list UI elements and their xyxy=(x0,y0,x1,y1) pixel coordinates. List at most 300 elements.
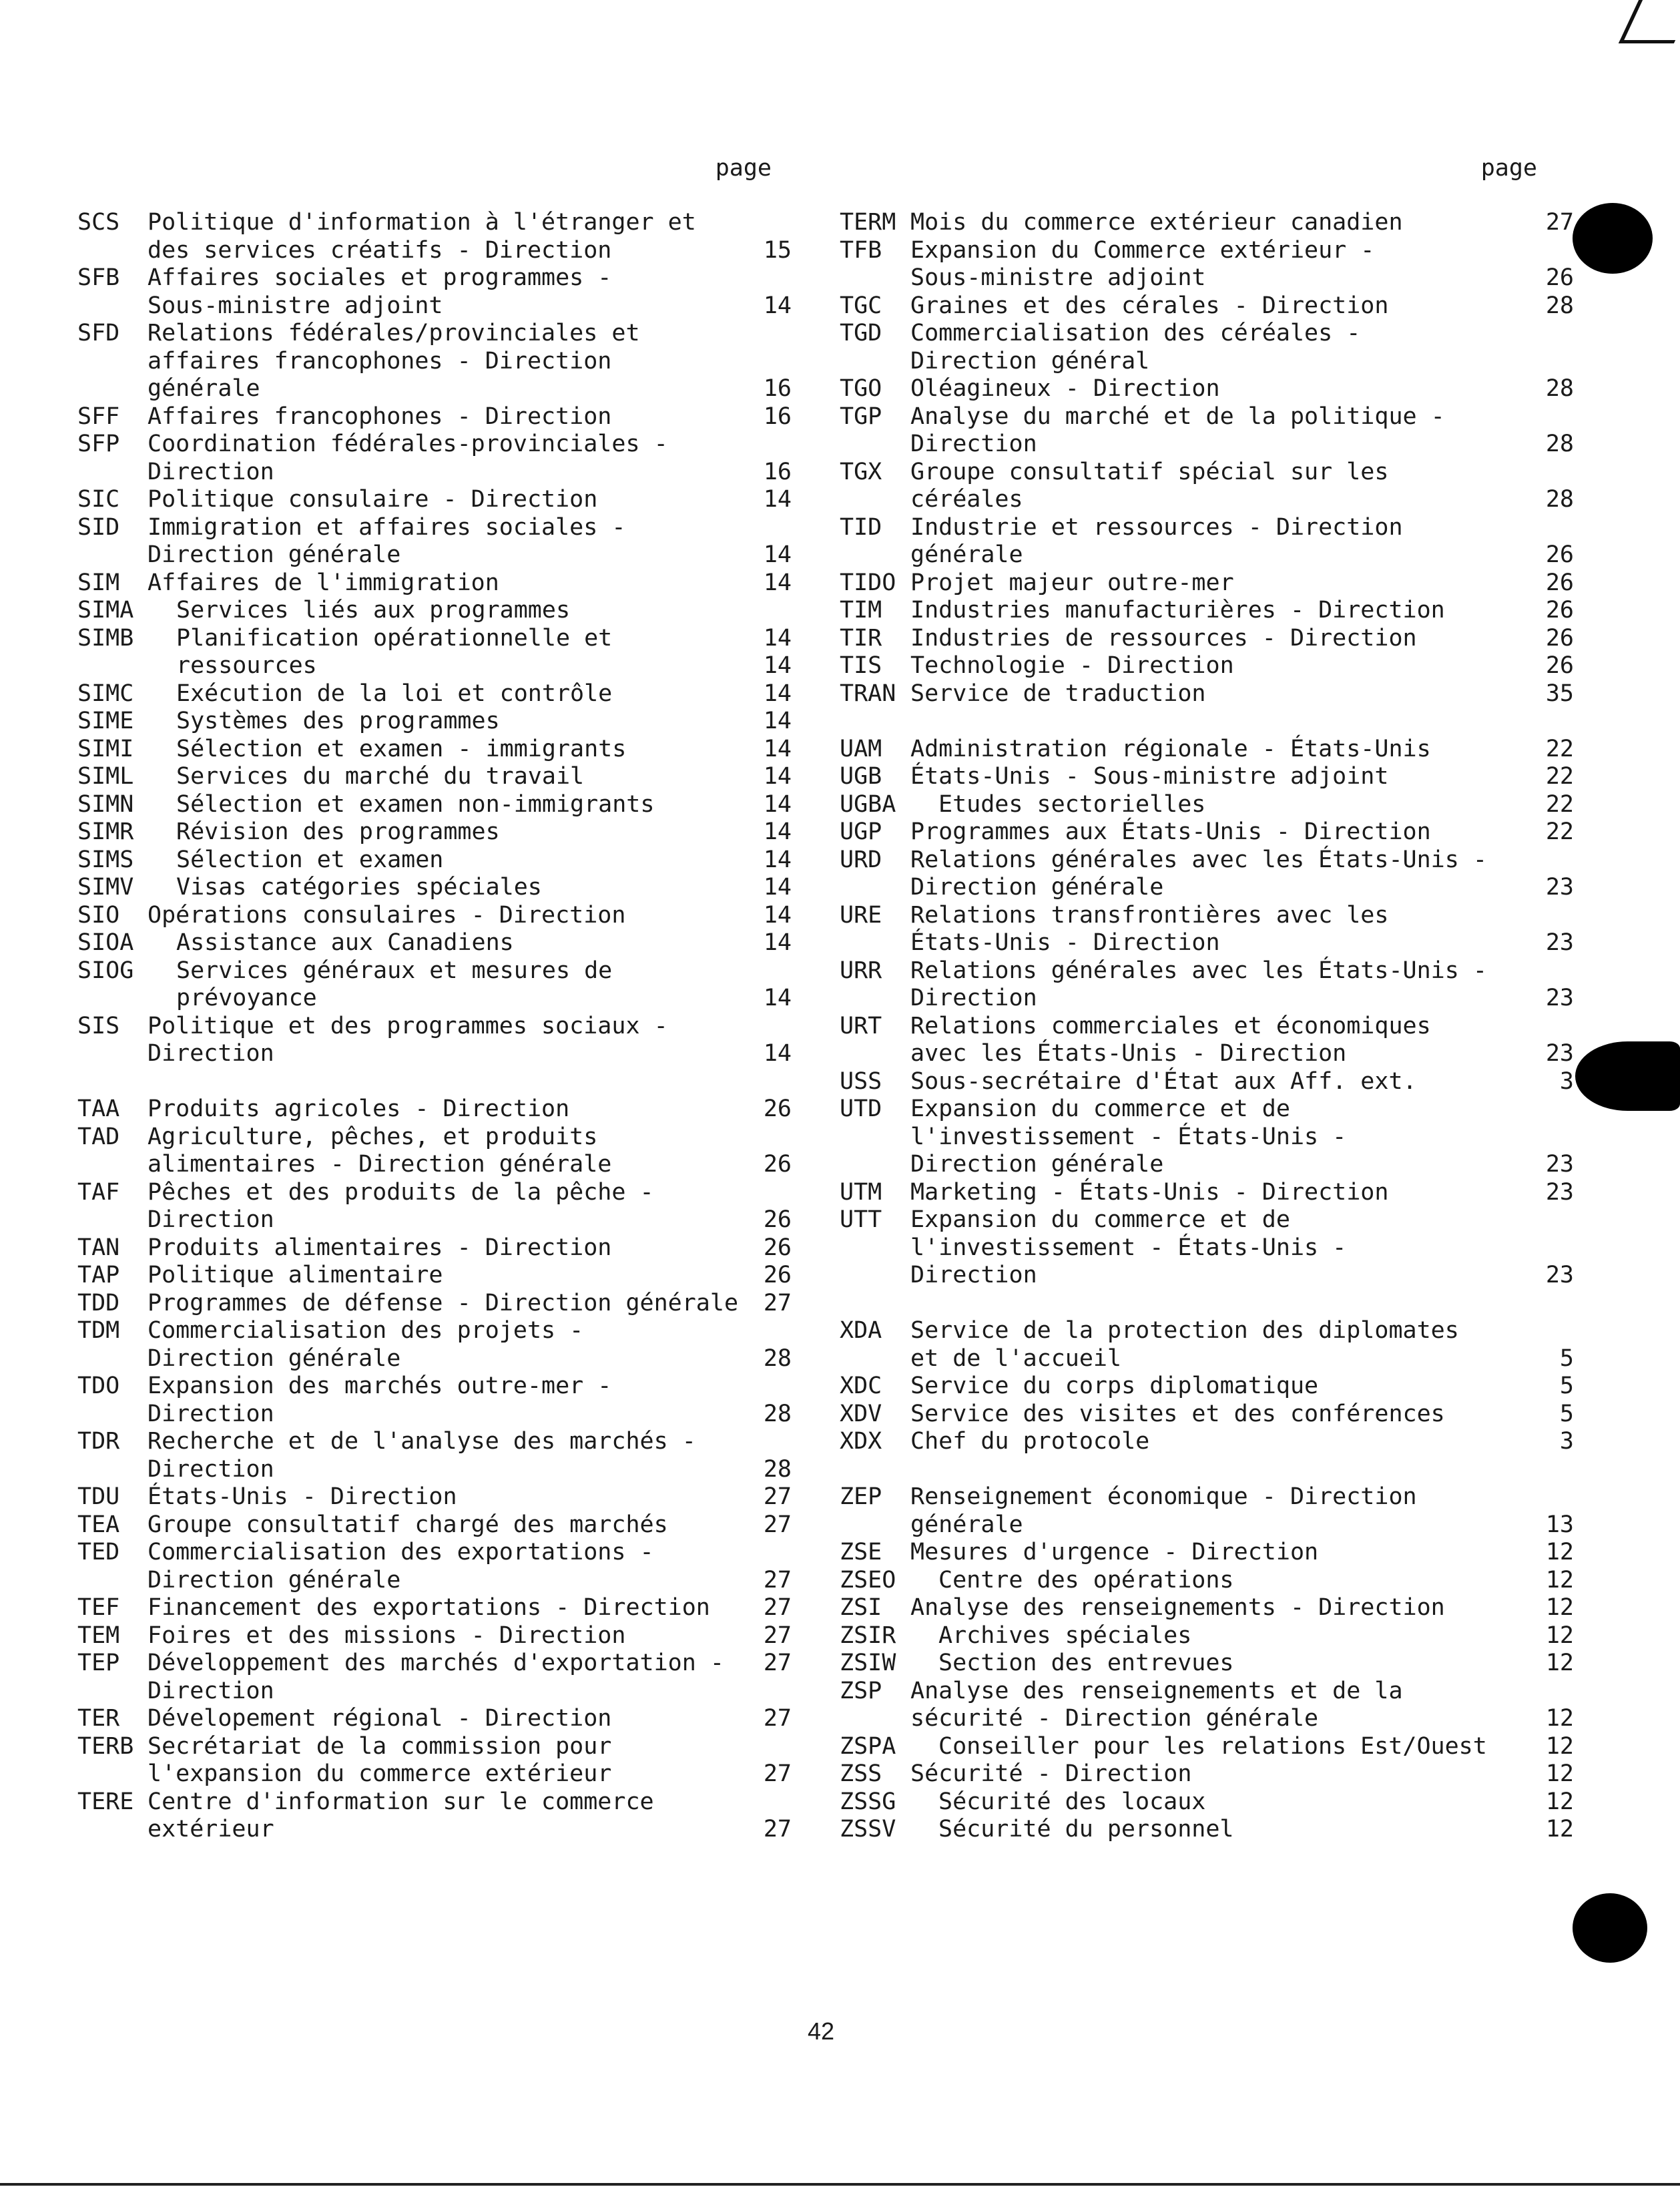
entry-page-number: 14 xyxy=(763,652,792,679)
entry-description: Produits alimentaires - Direction xyxy=(148,1234,612,1261)
entry-page-number: 5 xyxy=(1559,1373,1574,1399)
index-entry xyxy=(840,1650,1574,1678)
entry-description: Direction générale xyxy=(148,1345,401,1372)
entry-code: TIM xyxy=(840,597,882,624)
index-entry xyxy=(77,1013,785,1041)
entry-code: UGBA xyxy=(840,790,896,818)
index-entry xyxy=(77,569,792,597)
index-entry xyxy=(77,486,792,514)
index-entry xyxy=(840,957,1541,985)
entry-page-number: 27 xyxy=(763,1566,792,1594)
entry-description: Expansion des marchés outre-mer - xyxy=(148,1373,612,1399)
entry-code: TRAN xyxy=(840,680,896,707)
entry-code: URR xyxy=(840,957,882,984)
entry-code: SID xyxy=(77,513,120,541)
index-entry xyxy=(77,1124,785,1152)
entry-code: SIME xyxy=(77,708,134,734)
index-entry xyxy=(77,1151,792,1179)
index-entry xyxy=(840,597,1574,625)
index-entry xyxy=(840,1566,1574,1595)
index-entry xyxy=(77,1483,792,1511)
entry-code: ZSIW xyxy=(840,1650,896,1676)
entry-page-number: 27 xyxy=(763,1705,792,1732)
index-entry xyxy=(77,1345,792,1373)
index-entry xyxy=(840,514,1541,542)
entry-page-number: 27 xyxy=(763,1483,792,1510)
index-entry xyxy=(840,486,1574,514)
entry-description: Sécurité des locaux xyxy=(938,1788,1206,1815)
index-entry xyxy=(77,1234,792,1262)
entry-description: avec les États-Unis - Direction xyxy=(910,1040,1347,1067)
entry-description: Assistance aux Canadiens xyxy=(176,929,514,956)
entry-code: SIMI xyxy=(77,735,134,762)
entry-code: SIMA xyxy=(77,597,134,624)
index-entry xyxy=(840,624,1574,653)
index-entry xyxy=(840,1622,1574,1650)
index-entry xyxy=(840,1178,1574,1207)
entry-page-number: 26 xyxy=(1545,624,1574,652)
entry-description: générale xyxy=(910,541,1023,568)
entry-page-number: 16 xyxy=(763,458,792,485)
entry-page-number: 28 xyxy=(1545,292,1574,319)
index-entry xyxy=(840,348,1541,376)
entry-description: l'expansion du commerce extérieur xyxy=(148,1760,612,1787)
entry-description: Agriculture, pêches, et produits xyxy=(148,1123,598,1150)
entry-description: Visas catégories spéciales xyxy=(176,874,542,901)
entry-code: USS xyxy=(840,1067,882,1095)
entry-code: TGP xyxy=(840,403,882,430)
entry-page-number: 27 xyxy=(763,1289,792,1316)
index-entry xyxy=(840,403,1541,431)
entry-page-number: 26 xyxy=(763,1206,792,1233)
entry-description: Services liés aux programmes xyxy=(176,597,571,624)
index-entry xyxy=(840,652,1574,680)
entry-page-number: 28 xyxy=(1545,431,1574,457)
index-entry xyxy=(77,236,792,265)
entry-page-number: 26 xyxy=(763,1151,792,1178)
entry-page-number: 22 xyxy=(1545,790,1574,818)
entry-page-number: 12 xyxy=(1545,1705,1574,1732)
entry-description: Mois du commerce extérieur canadien xyxy=(910,209,1403,236)
index-entry xyxy=(840,1013,1541,1041)
entry-code: UGP xyxy=(840,818,882,845)
entry-page-number: 14 xyxy=(763,569,792,596)
entry-code: TED xyxy=(77,1539,120,1565)
entry-code: TAD xyxy=(77,1123,120,1150)
entry-description: Direction xyxy=(148,1455,274,1483)
entry-page-number: 12 xyxy=(1545,1732,1574,1760)
entry-page-number: 27 xyxy=(763,1622,792,1649)
entry-description: Affaires francophones - Direction xyxy=(148,403,612,430)
bottom-edge-line xyxy=(0,2183,1680,2186)
entry-code: UTT xyxy=(840,1206,882,1233)
index-entry xyxy=(77,624,792,653)
entry-code: TAN xyxy=(77,1234,120,1261)
index-entry xyxy=(77,1400,792,1429)
index-entry xyxy=(840,209,1574,237)
entry-page-number: 26 xyxy=(1545,652,1574,679)
index-entry xyxy=(77,1455,792,1484)
index-entry xyxy=(77,431,785,459)
index-entry xyxy=(840,874,1574,902)
index-entry xyxy=(840,1428,1574,1456)
index-entry xyxy=(840,1400,1574,1429)
entry-code: ZSE xyxy=(840,1539,882,1565)
entry-code: ZSSV xyxy=(840,1816,896,1843)
entry-description: Sous-secrétaire d'État aux Aff. ext. xyxy=(910,1067,1417,1095)
entry-code: TERB xyxy=(77,1732,134,1760)
entry-page-number: 12 xyxy=(1545,1539,1574,1565)
entry-description: Systèmes des programmes xyxy=(176,708,500,734)
entry-description: Service des visites et des conférences xyxy=(910,1400,1445,1427)
entry-description: Expansion du Commerce extérieur - xyxy=(910,236,1375,264)
index-entry xyxy=(77,735,792,764)
entry-code: SFB xyxy=(77,264,120,291)
page-number: 42 xyxy=(807,2017,835,2045)
entry-code: URT xyxy=(840,1012,882,1039)
entry-description: sécurité - Direction générale xyxy=(910,1705,1319,1732)
index-entry xyxy=(840,846,1541,875)
entry-description: Service de la protection des diplomates xyxy=(910,1317,1459,1344)
entry-description: Groupe consultatif spécial sur les xyxy=(910,458,1389,485)
index-entry xyxy=(77,1179,785,1207)
entry-page-number: 14 xyxy=(763,846,792,873)
entry-page-number: 26 xyxy=(1545,597,1574,624)
entry-description: Graines et des cérales - Direction xyxy=(910,292,1389,319)
index-entry xyxy=(77,320,785,348)
entry-description: Dévelopement régional - Direction xyxy=(148,1705,612,1732)
index-entry xyxy=(840,1317,1541,1345)
binder-hole xyxy=(1575,1041,1680,1111)
index-entry xyxy=(77,1566,792,1595)
entry-code: TGX xyxy=(840,458,882,485)
entry-description: Oléagineux - Direction xyxy=(910,375,1220,402)
entry-page-number: 12 xyxy=(1545,1816,1574,1843)
entry-page-number: 22 xyxy=(1545,735,1574,762)
index-entry xyxy=(840,929,1574,957)
entry-page-number: 35 xyxy=(1545,680,1574,707)
entry-code: TEP xyxy=(77,1650,120,1676)
index-entry xyxy=(77,1373,785,1401)
entry-description: Politique consulaire - Direction xyxy=(148,486,598,513)
entry-code: UAM xyxy=(840,735,882,762)
index-entry xyxy=(77,929,792,957)
entry-description: Direction xyxy=(148,1400,274,1427)
entry-code: TER xyxy=(77,1705,120,1732)
entry-code: SIOA xyxy=(77,929,134,956)
entry-code: ZSPA xyxy=(840,1732,896,1760)
entry-page-number: 14 xyxy=(763,929,792,956)
entry-description: Expansion du commerce et de xyxy=(910,1206,1290,1233)
entry-description: États-Unis - Direction xyxy=(148,1483,457,1510)
entry-code: SIC xyxy=(77,486,120,513)
index-entry xyxy=(840,1511,1574,1539)
entry-code: TIDO xyxy=(840,569,896,596)
section-gap xyxy=(840,1290,1541,1318)
index-entry xyxy=(77,375,792,403)
entry-description: Section des entrevues xyxy=(938,1650,1234,1676)
entry-description: l'investissement - États-Unis - xyxy=(910,1234,1347,1261)
entry-code: UTM xyxy=(840,1178,882,1206)
entry-description: Sécurité - Direction xyxy=(910,1760,1192,1787)
entry-code: TDM xyxy=(77,1317,120,1344)
section-gap xyxy=(840,1456,1541,1484)
entry-page-number: 5 xyxy=(1559,1345,1574,1372)
entry-page-number: 14 xyxy=(763,541,792,568)
entry-page-number: 12 xyxy=(1545,1650,1574,1676)
index-entry xyxy=(77,1095,792,1124)
entry-page-number: 26 xyxy=(763,1262,792,1288)
index-entry xyxy=(77,348,785,376)
entry-page-number: 14 xyxy=(763,874,792,901)
entry-page-number: 28 xyxy=(763,1455,792,1483)
index-entry xyxy=(840,1678,1541,1706)
index-entry xyxy=(840,1373,1574,1401)
entry-description: Industrie et ressources - Direction xyxy=(910,513,1403,541)
entry-description: Relations générales avec les États-Unis - xyxy=(910,846,1487,873)
entry-code: TDD xyxy=(77,1289,120,1316)
entry-page-number: 14 xyxy=(763,1040,792,1067)
entry-page-number: 12 xyxy=(1545,1566,1574,1594)
entry-description: et de l'accueil xyxy=(910,1345,1122,1372)
index-entry xyxy=(840,1816,1574,1844)
entry-description: Commercialisation des céréales - xyxy=(910,320,1361,346)
entry-page-number: 28 xyxy=(763,1345,792,1372)
entry-page-number: 12 xyxy=(1545,1788,1574,1815)
entry-code: ZSP xyxy=(840,1677,882,1704)
index-entry xyxy=(77,874,792,902)
entry-code: SIMC xyxy=(77,680,134,707)
index-entry xyxy=(840,264,1574,292)
index-entry xyxy=(77,541,792,569)
index-entry xyxy=(840,763,1574,791)
entry-description: Centre des opérations xyxy=(938,1566,1234,1594)
entry-description: Politique d'information à l'étranger et xyxy=(148,209,696,236)
entry-description: ressources xyxy=(176,652,317,679)
entry-description: Relations transfrontières avec les xyxy=(910,901,1389,929)
entry-description: Planification opérationnelle et xyxy=(176,624,613,652)
entry-description: Direction xyxy=(148,458,274,485)
entry-code: URD xyxy=(840,846,882,873)
entry-code: TGC xyxy=(840,292,882,319)
right-index-list xyxy=(840,209,1574,1844)
entry-code: SFD xyxy=(77,320,120,346)
entry-page-number: 26 xyxy=(1545,541,1574,568)
entry-code: TEM xyxy=(77,1622,120,1649)
entry-page-number: 27 xyxy=(763,1511,792,1538)
index-entry xyxy=(840,1124,1541,1152)
entry-page-number: 22 xyxy=(1545,818,1574,845)
entry-page-number: 23 xyxy=(1545,1151,1574,1178)
entry-description: Mesures d'urgence - Direction xyxy=(910,1539,1319,1565)
entry-description: Direction générale xyxy=(910,874,1164,901)
entry-description: générale xyxy=(910,1511,1023,1538)
entry-description: Immigration et affaires sociales - xyxy=(148,513,626,541)
entry-description: Renseignement économique - Direction xyxy=(910,1483,1417,1510)
index-entry xyxy=(77,1594,792,1622)
entry-description: Financement des exportations - Direction xyxy=(148,1594,710,1621)
index-entry xyxy=(840,459,1541,487)
entry-code: TAP xyxy=(77,1262,120,1288)
entry-code: TEA xyxy=(77,1511,120,1538)
index-entry xyxy=(77,1705,792,1733)
index-entry xyxy=(77,818,792,846)
index-entry xyxy=(77,209,785,237)
entry-page-number: 14 xyxy=(763,818,792,845)
entry-code: ZSIR xyxy=(840,1622,896,1649)
entry-page-number: 14 xyxy=(763,763,792,790)
entry-code: TDU xyxy=(77,1483,120,1510)
entry-description: Affaires de l'immigration xyxy=(148,569,499,596)
index-entry xyxy=(840,1760,1574,1788)
index-entry xyxy=(77,652,792,680)
entry-code: TEF xyxy=(77,1594,120,1621)
entry-code: SIS xyxy=(77,1012,120,1039)
entry-description: Sécurité du personnel xyxy=(938,1816,1234,1843)
entry-page-number: 26 xyxy=(763,1095,792,1122)
entry-description: Direction xyxy=(910,431,1037,457)
entry-page-number: 26 xyxy=(1545,264,1574,291)
entry-page-number: 16 xyxy=(763,403,792,430)
entry-code: SIMB xyxy=(77,624,134,652)
entry-code: TERE xyxy=(77,1788,134,1815)
entry-page-number: 23 xyxy=(1545,1178,1574,1206)
entry-description: Produits agricoles - Direction xyxy=(148,1095,570,1122)
index-entry xyxy=(840,1345,1574,1373)
entry-page-number: 23 xyxy=(1545,929,1574,956)
entry-code: SIMS xyxy=(77,846,134,873)
index-entry xyxy=(840,1040,1574,1068)
entry-code: SIM xyxy=(77,569,120,596)
entry-code: TGD xyxy=(840,320,882,346)
index-entry xyxy=(840,1151,1574,1179)
entry-description: Direction générale xyxy=(910,1151,1164,1178)
index-entry xyxy=(840,1095,1541,1124)
entry-page-number: 23 xyxy=(1545,874,1574,901)
entry-page-number: 26 xyxy=(1545,569,1574,596)
entry-description: Direction générale xyxy=(148,541,401,568)
entry-page-number: 15 xyxy=(763,236,792,264)
index-entry xyxy=(77,403,792,431)
index-entry xyxy=(77,1622,792,1650)
index-entry xyxy=(840,541,1574,569)
entry-code: ZSI xyxy=(840,1594,882,1621)
index-entry xyxy=(77,264,785,292)
entry-code: URE xyxy=(840,901,882,929)
index-entry xyxy=(77,458,792,487)
index-entry xyxy=(840,1732,1574,1761)
index-entry xyxy=(840,1594,1574,1622)
entry-page-number: 28 xyxy=(1545,375,1574,402)
entry-description: Services du marché du travail xyxy=(176,763,585,790)
index-entry xyxy=(77,292,792,320)
entry-code: SIO xyxy=(77,901,120,929)
entry-description: prévoyance xyxy=(176,985,317,1011)
entry-code: SIOG xyxy=(77,957,134,984)
entry-page-number: 5 xyxy=(1559,1400,1574,1427)
entry-description: Direction générale xyxy=(148,1566,401,1594)
entry-page-number: 3 xyxy=(1559,1428,1574,1455)
index-entry xyxy=(77,1317,785,1345)
entry-code: UGB xyxy=(840,763,882,790)
entry-description: Sous-ministre adjoint xyxy=(910,264,1206,291)
entry-description: Administration régionale - États-Unis xyxy=(910,735,1431,762)
entry-code: TAF xyxy=(77,1178,120,1206)
index-entry xyxy=(77,846,792,875)
index-entry xyxy=(77,1816,792,1844)
entry-description: Sélection et examen xyxy=(176,846,444,873)
entry-description: Relations fédérales/provinciales et xyxy=(148,320,640,346)
entry-description: Service de traduction xyxy=(910,680,1206,707)
index-entry xyxy=(840,680,1574,708)
entry-description: Industries de ressources - Direction xyxy=(910,624,1417,652)
index-entry xyxy=(840,569,1574,597)
entry-description: Politique et des programmes sociaux - xyxy=(148,1012,668,1039)
entry-code: ZSSG xyxy=(840,1788,896,1815)
entry-code: SIMV xyxy=(77,874,134,901)
entry-description: générale xyxy=(148,375,260,402)
index-entry xyxy=(840,1705,1574,1733)
entry-description: Exécution de la loi et contrôle xyxy=(176,680,613,707)
entry-page-number: 3 xyxy=(1559,1067,1574,1095)
entry-description: Foires et des missions - Direction xyxy=(148,1622,626,1649)
index-entry xyxy=(77,1511,792,1539)
entry-description: céréales xyxy=(910,486,1023,513)
left-index-list xyxy=(77,209,792,1844)
entry-code: SFF xyxy=(77,403,120,430)
entry-page-number: 27 xyxy=(763,1594,792,1621)
index-entry xyxy=(840,375,1574,403)
index-entry xyxy=(77,680,792,708)
entry-code: ZEP xyxy=(840,1483,882,1510)
index-entry xyxy=(840,320,1541,348)
entry-description: Révision des programmes xyxy=(176,818,500,845)
index-entry xyxy=(77,1760,792,1788)
entry-description: Industries manufacturières - Direction xyxy=(910,597,1445,624)
entry-page-number: 22 xyxy=(1545,763,1574,790)
index-entry xyxy=(840,1234,1541,1262)
entry-description: extérieur xyxy=(148,1816,274,1843)
entry-description: Analyse des renseignements - Direction xyxy=(910,1594,1445,1621)
entry-code: TAA xyxy=(77,1095,120,1122)
index-entry xyxy=(77,1262,792,1290)
entry-description: Services généraux et mesures de xyxy=(176,957,613,984)
entry-description: Opérations consulaires - Direction xyxy=(148,901,626,929)
entry-page-number: 14 xyxy=(763,680,792,707)
entry-page-number: 14 xyxy=(763,985,792,1011)
entry-description: Secrétariat de la commission pour xyxy=(148,1732,612,1760)
entry-code: TIS xyxy=(840,652,882,679)
entry-code: SIMN xyxy=(77,790,134,818)
binder-hole xyxy=(1573,203,1653,274)
entry-description: États-Unis - Direction xyxy=(910,929,1220,956)
entry-description: Direction xyxy=(148,1206,274,1233)
entry-description: Relations générales avec les États-Unis - xyxy=(910,957,1487,984)
index-entry xyxy=(77,1289,792,1318)
right-page-header: page xyxy=(1480,155,1537,182)
entry-page-number: 27 xyxy=(1545,209,1574,236)
entry-description: Conseiller pour les relations Est/Ouest xyxy=(938,1732,1487,1760)
index-entry xyxy=(77,1040,792,1068)
entry-description: Direction xyxy=(148,1040,274,1067)
section-gap xyxy=(77,1068,785,1096)
index-entry xyxy=(77,957,785,985)
entry-description: Service du corps diplomatique xyxy=(910,1373,1319,1399)
entry-description: Direction xyxy=(910,1262,1037,1288)
entry-description: Développement des marchés d'exportation - xyxy=(148,1650,724,1676)
entry-description: Groupe consultatif chargé des marchés xyxy=(148,1511,668,1538)
index-entry xyxy=(840,237,1541,265)
